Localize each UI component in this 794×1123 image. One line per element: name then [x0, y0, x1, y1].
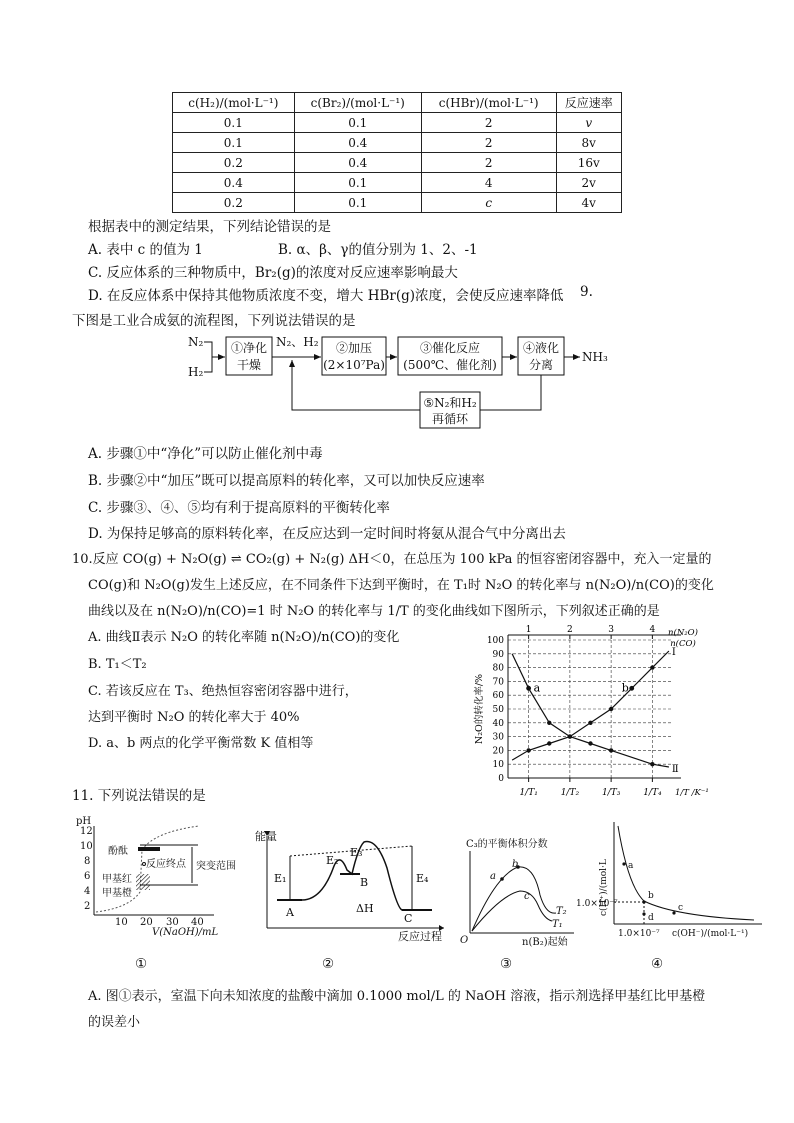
rate-table [172, 92, 622, 213]
svg-text:ΔH: ΔH [356, 902, 374, 915]
table-row [173, 173, 622, 193]
y-tick-label: 30 [492, 732, 504, 743]
svg-text:40: 40 [191, 917, 204, 928]
series-point [609, 748, 613, 752]
svg-text:c(H⁺)/(mol·L: c(H⁺)/(mol·L [599, 859, 609, 916]
point-label-a: a [533, 681, 541, 695]
svg-text:④液化: ④液化 [522, 341, 560, 355]
q10-option-d: D. a、b 两点的化学平衡常数 K 值相等 [88, 736, 314, 751]
table-cell: 4v [556, 193, 621, 213]
table-cell: 8v [556, 133, 621, 153]
ammonia-flow-diagram [180, 330, 620, 435]
flow-input-h2: H₂ [188, 365, 204, 379]
table-cell: 2 [421, 133, 556, 153]
svg-text:20: 20 [140, 917, 153, 928]
bottom-tick-label: 1/T₃ [601, 788, 621, 798]
table-row [173, 113, 622, 133]
svg-text:反应终点: 反应终点 [146, 859, 186, 870]
top-tick-label: 2 [567, 625, 573, 635]
curve-label: Ⅰ [671, 647, 676, 659]
q10-option-a: A. 曲线Ⅱ表示 N₂O 的转化率随 n(N₂O)/n(CO)的变化 [88, 630, 400, 645]
energy-profile-figure [252, 828, 452, 943]
y-tick-label: 10 [492, 760, 504, 771]
svg-text:T₁: T₁ [552, 919, 563, 930]
q9-stem: 下图是工业合成氨的流程图，下列说法错误的是 [72, 313, 356, 329]
svg-text:③催化反应: ③催化反应 [419, 341, 481, 355]
bottom-tick-label: 1/T₂ [560, 788, 580, 798]
y-tick-label: 60 [492, 691, 504, 702]
table-header: c(H₂)/(mol·L⁻¹) [173, 93, 295, 113]
flow-input-n2: N₂ [188, 335, 204, 349]
q9-option-d: D. 为保持足够高的原料转化率，在反应达到一定时间时将氨从混合气中分离出去 [88, 526, 566, 542]
table-cell: 0.1 [173, 133, 295, 153]
table-cell: 2v [556, 173, 621, 193]
q9-option-b: B. 步骤②中“加压”既可以提高原料的转化率，又可以加快反应速率 [88, 473, 485, 489]
conversion-chart [468, 625, 726, 810]
q10-option-b: B. T₁＜T₂ [88, 657, 147, 672]
svg-text:a: a [628, 861, 634, 871]
fig2-caption: ② [322, 956, 335, 972]
svg-text:10: 10 [115, 917, 128, 928]
svg-text:d: d [648, 913, 654, 923]
table-cell: 0.1 [294, 113, 421, 133]
y-tick-label: 100 [486, 636, 504, 646]
q11-option-a: A. 图①表示，室温下向未知浓度的盐酸中滴加 0.1000 mol/L 的 NaOH 溶液，指示剂选择甲基红比甲基橙 [88, 989, 706, 1004]
fig4-caption: ④ [651, 956, 664, 972]
top-axis-label-num: n(N₂O) [668, 628, 698, 638]
q10-line3: 曲线以及在 n(N₂O)/n(CO)=1 时 N₂O 的转化率与 1/T 的变化曲线如下图所示，下列叙述正确的是 [88, 604, 660, 619]
svg-text:⑤N₂和H₂: ⑤N₂和H₂ [423, 396, 477, 410]
svg-text:O: O [460, 935, 469, 946]
table-cell: 0.1 [294, 173, 421, 193]
point-b [629, 686, 634, 691]
q8-option-c: C. 反应体系的三种物质中，Br₂(g)的浓度对反应速率影响最大 [88, 265, 458, 281]
flow-mid-label: N₂、H₂ [276, 335, 319, 349]
svg-text:n(B₂)起始: n(B₂)起始 [522, 937, 568, 948]
q9-option-a: A. 步骤①中“净化”可以防止催化剂中毒 [88, 446, 323, 462]
fig1-caption: ① [135, 956, 148, 972]
flow-output-nh3: NH₃ [582, 350, 608, 364]
svg-text:酚酞: 酚酞 [108, 846, 128, 857]
svg-text:分离: 分离 [528, 358, 554, 372]
series-point [609, 707, 613, 711]
table-cell: 0.4 [173, 173, 295, 193]
table-cell: 16v [556, 153, 621, 173]
series-point [547, 741, 551, 745]
ion-product-figure [574, 816, 768, 944]
table-header: 反应速率 [556, 93, 621, 113]
series-point [568, 734, 572, 738]
svg-text:8: 8 [84, 856, 91, 867]
series-point [650, 665, 654, 669]
table-cell: 2 [421, 113, 556, 133]
q8-stem: 根据表中的测定结果，下列结论错误的是 [88, 219, 331, 235]
top-tick-label: 4 [649, 625, 656, 635]
top-tick-label: 3 [608, 625, 614, 635]
table-cell: v [556, 113, 621, 133]
svg-text:b: b [648, 891, 654, 901]
svg-text:4: 4 [84, 886, 91, 897]
svg-text:6: 6 [84, 871, 91, 882]
q10-line2: CO(g)和 N₂O(g)发生上述反应，在不同条件下达到平衡时，在 T₁时 N₂O 的转化率与 n(N₂O)/n(CO)的变化 [88, 578, 714, 593]
point-label-b: b [621, 681, 629, 695]
top-axis-label-den: n(CO) [670, 639, 696, 649]
q8-option-d: D. 在反应体系中保持其他物质浓度不变，增大 HBr(g)浓度，会使反应速率降低 [88, 288, 564, 304]
table-row [173, 133, 622, 153]
svg-text:c(OH⁻)/(mol·L⁻¹): c(OH⁻)/(mol·L⁻¹) [672, 929, 749, 939]
q8-option-a: A. 表中 c 的值为 1 [88, 242, 203, 258]
svg-text:c: c [678, 903, 684, 913]
q10-option-c-cont: 达到平衡时 N₂O 的转化率大于 40% [88, 710, 300, 725]
bottom-tick-label: 1/T₄ [643, 788, 662, 798]
svg-text:E₃: E₃ [350, 846, 363, 859]
y-tick-label: 70 [492, 677, 504, 688]
y-tick-label: 0 [498, 774, 504, 784]
svg-text:E₂: E₂ [326, 854, 339, 867]
svg-text:再循环: 再循环 [431, 412, 469, 426]
table-cell: 0.1 [173, 113, 295, 133]
table-header: c(HBr)/(mol·L⁻¹) [421, 93, 556, 113]
table-header-row [173, 93, 622, 113]
q11-stem: 11. 下列说法错误的是 [72, 788, 206, 804]
svg-text:A: A [286, 906, 294, 919]
svg-text:T₂: T₂ [556, 906, 567, 917]
svg-text:2: 2 [84, 901, 91, 912]
svg-text:B: B [360, 876, 369, 889]
table-cell: 0.4 [294, 133, 421, 153]
table-row [173, 153, 622, 173]
svg-text:12: 12 [80, 826, 93, 837]
table-cell: 2 [421, 153, 556, 173]
svg-text:b: b [512, 859, 519, 870]
q9-option-c: C. 步骤③、④、⑤均有利于提高原料的平衡转化率 [88, 500, 390, 516]
svg-text:E₄: E₄ [416, 872, 429, 885]
table-cell: 0.4 [294, 153, 421, 173]
svg-text:30: 30 [166, 917, 179, 928]
point-a [526, 686, 531, 691]
curve-label: Ⅱ [671, 763, 679, 775]
series-line-2 [512, 654, 669, 767]
series-point [650, 762, 654, 766]
equilibrium-fraction-figure [456, 835, 586, 947]
svg-text:反应过程: 反应过程 [398, 930, 442, 943]
svg-text:C: C [404, 912, 413, 925]
table-cell: 0.2 [173, 193, 295, 213]
series-point [588, 741, 592, 745]
table-cell: c [421, 193, 556, 213]
titration-figure [74, 812, 236, 938]
svg-text:V(NaOH)/mL: V(NaOH)/mL [152, 927, 219, 938]
series-point [588, 721, 592, 725]
y-tick-label: 40 [492, 718, 504, 729]
y-tick-label: 90 [492, 649, 504, 660]
table-cell: 4 [421, 173, 556, 193]
q11-option-a-cont: 的误差小 [88, 1015, 141, 1030]
svg-text:(500℃、催化剂): (500℃、催化剂) [403, 358, 497, 372]
svg-text:1.0×10⁻⁷: 1.0×10⁻⁷ [618, 929, 660, 939]
q10-line1: 10.反应 CO(g) + N₂O(g) ⇌ CO₂(g) + N₂(g) ΔH＜0，在总压为 100 kPa 的恒容密闭容器中，充入一定量的 [72, 552, 712, 567]
svg-text:①净化: ①净化 [230, 341, 268, 355]
y-axis-label: N₂O的转化率/% [474, 673, 485, 745]
bottom-tick-label: 1/T₁ [519, 788, 538, 798]
svg-text:1.0×10⁻⁷: 1.0×10⁻⁷ [576, 899, 618, 909]
svg-text:a: a [490, 871, 496, 882]
svg-text:干燥: 干燥 [236, 358, 262, 372]
table-header: c(Br₂)/(mol·L⁻¹) [294, 93, 421, 113]
q8-option-b: B. α、β、γ的值分别为 1、2、-1 [278, 242, 478, 258]
top-tick-label: 1 [525, 625, 532, 635]
fig3-caption: ③ [500, 956, 513, 972]
y-tick-label: 80 [492, 663, 504, 674]
table-row [173, 193, 622, 213]
y-tick-label: 50 [492, 705, 504, 715]
svg-text:②加压: ②加压 [335, 341, 373, 355]
y-tick-label: 20 [492, 746, 504, 757]
q9-number: 9. [580, 284, 593, 300]
svg-text:E₁: E₁ [274, 872, 287, 885]
svg-text:10: 10 [80, 841, 93, 852]
series-point [547, 721, 551, 725]
svg-text:C₃的平衡体积分数: C₃的平衡体积分数 [466, 839, 548, 850]
svg-text:(2×10⁷Pa): (2×10⁷Pa) [323, 358, 385, 372]
svg-text:能量: 能量 [255, 830, 277, 843]
x-axis-label: 1/T /K⁻¹ [675, 788, 709, 798]
svg-text:突变范围: 突变范围 [196, 861, 236, 872]
svg-text:甲基橙: 甲基橙 [102, 888, 132, 899]
svg-text:甲基红: 甲基红 [102, 874, 132, 885]
q10-option-c: C. 若该反应在 T₃、绝热恒容密闭容器中进行， [88, 684, 358, 699]
table-cell: 0.2 [173, 153, 295, 173]
series-point [526, 748, 530, 752]
svg-text:pH: pH [76, 816, 92, 827]
svg-text:c: c [524, 891, 530, 902]
table-cell: 0.1 [294, 193, 421, 213]
